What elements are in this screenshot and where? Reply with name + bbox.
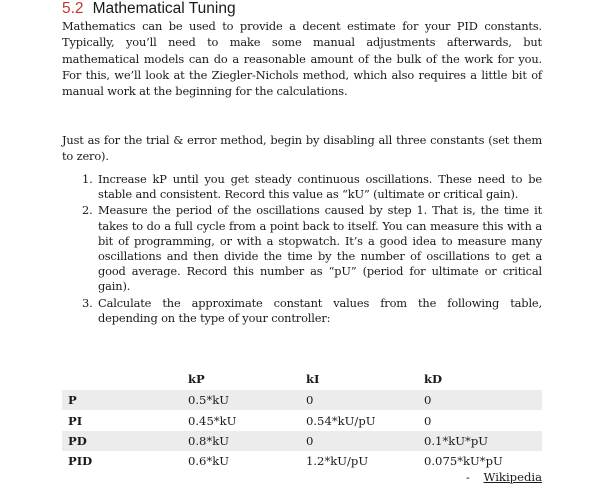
step-text: Increase kP until you get steady continuous oscillations. These need to be stable and consistent. Record this value as “kU” (ultimate or critical gain). [98, 172, 542, 202]
table-cell: 0.075*kU*pU [424, 454, 503, 469]
table-header-cell [62, 368, 188, 390]
table-cell: 0 [424, 393, 432, 408]
table-row [62, 431, 542, 451]
table-cell: 0.8*kU [188, 433, 230, 448]
table-cell: 0.45*kU [188, 413, 237, 428]
source-attribution [466, 470, 542, 484]
table-cell: 0 [306, 433, 314, 448]
table-header-cell: kP [188, 372, 205, 386]
section-title: Mathematical Tuning [92, 0, 236, 17]
table-row [62, 451, 542, 471]
steps-list [62, 172, 542, 327]
section-number: 5.2 [62, 0, 84, 17]
step-text: Calculate the approximate constant values from the following table, depending on the type of your controller: [98, 295, 542, 325]
wikipedia-link[interactable]: Wikipedia [483, 470, 542, 484]
table-header-cell: kI [306, 372, 320, 386]
controller-type-cell: P [68, 393, 77, 408]
attribution-dash: - [465, 470, 470, 484]
table-row [62, 390, 542, 410]
step-number: 3. [82, 295, 93, 310]
lead-paragraph: Just as for the trial & error method, begin by disabling all three constants (set them to zero). [62, 133, 542, 164]
section-heading [62, 0, 236, 18]
step-number: 1. [82, 172, 93, 186]
table-cell: 0.6*kU [188, 454, 230, 469]
list-item [62, 296, 542, 326]
table-cell: 0.54*kU/pU [306, 413, 376, 428]
table-cell: 0 [424, 413, 432, 428]
list-item [62, 172, 542, 202]
table-cell: 0.1*kU*pU [424, 433, 489, 448]
table-cell: 0 [306, 393, 314, 408]
step-number: 2. [82, 203, 93, 218]
ziegler-nichols-table [62, 368, 542, 472]
controller-type-cell: PD [68, 433, 87, 448]
table-row [62, 410, 542, 430]
table-cell: 1.2*kU/pU [306, 454, 369, 469]
table-cell: 0.5*kU [188, 393, 230, 408]
controller-type-cell: PI [68, 413, 83, 428]
table-header-row [62, 368, 542, 390]
list-item [62, 203, 542, 294]
step-text: Measure the period of the oscillations caused by step 1. That is, the time it takes to do a full cycle from a point back to itself. You can measure this with a bit of programming, or with a stopwatch. It’s a good idea to measure many oscillations and then divide the time by the number of oscillations to get a good average. Record this number as “pU” (period for ultimate or critical gain). [98, 203, 542, 294]
table-header-cell: kD [424, 372, 443, 386]
intro-paragraph: Mathematics can be used to provide a decent estimate for your PID constants. Typically, you’ll need to make some manual adjustments afterwards, but mathematical models can do a reasonable amount of the bulk of the work for you. For this, we’ll look at the Ziegler-Nichols method, which also requires a little bit of manual work at the beginning for the calculations. [62, 19, 542, 99]
controller-type-cell: PID [68, 454, 93, 469]
